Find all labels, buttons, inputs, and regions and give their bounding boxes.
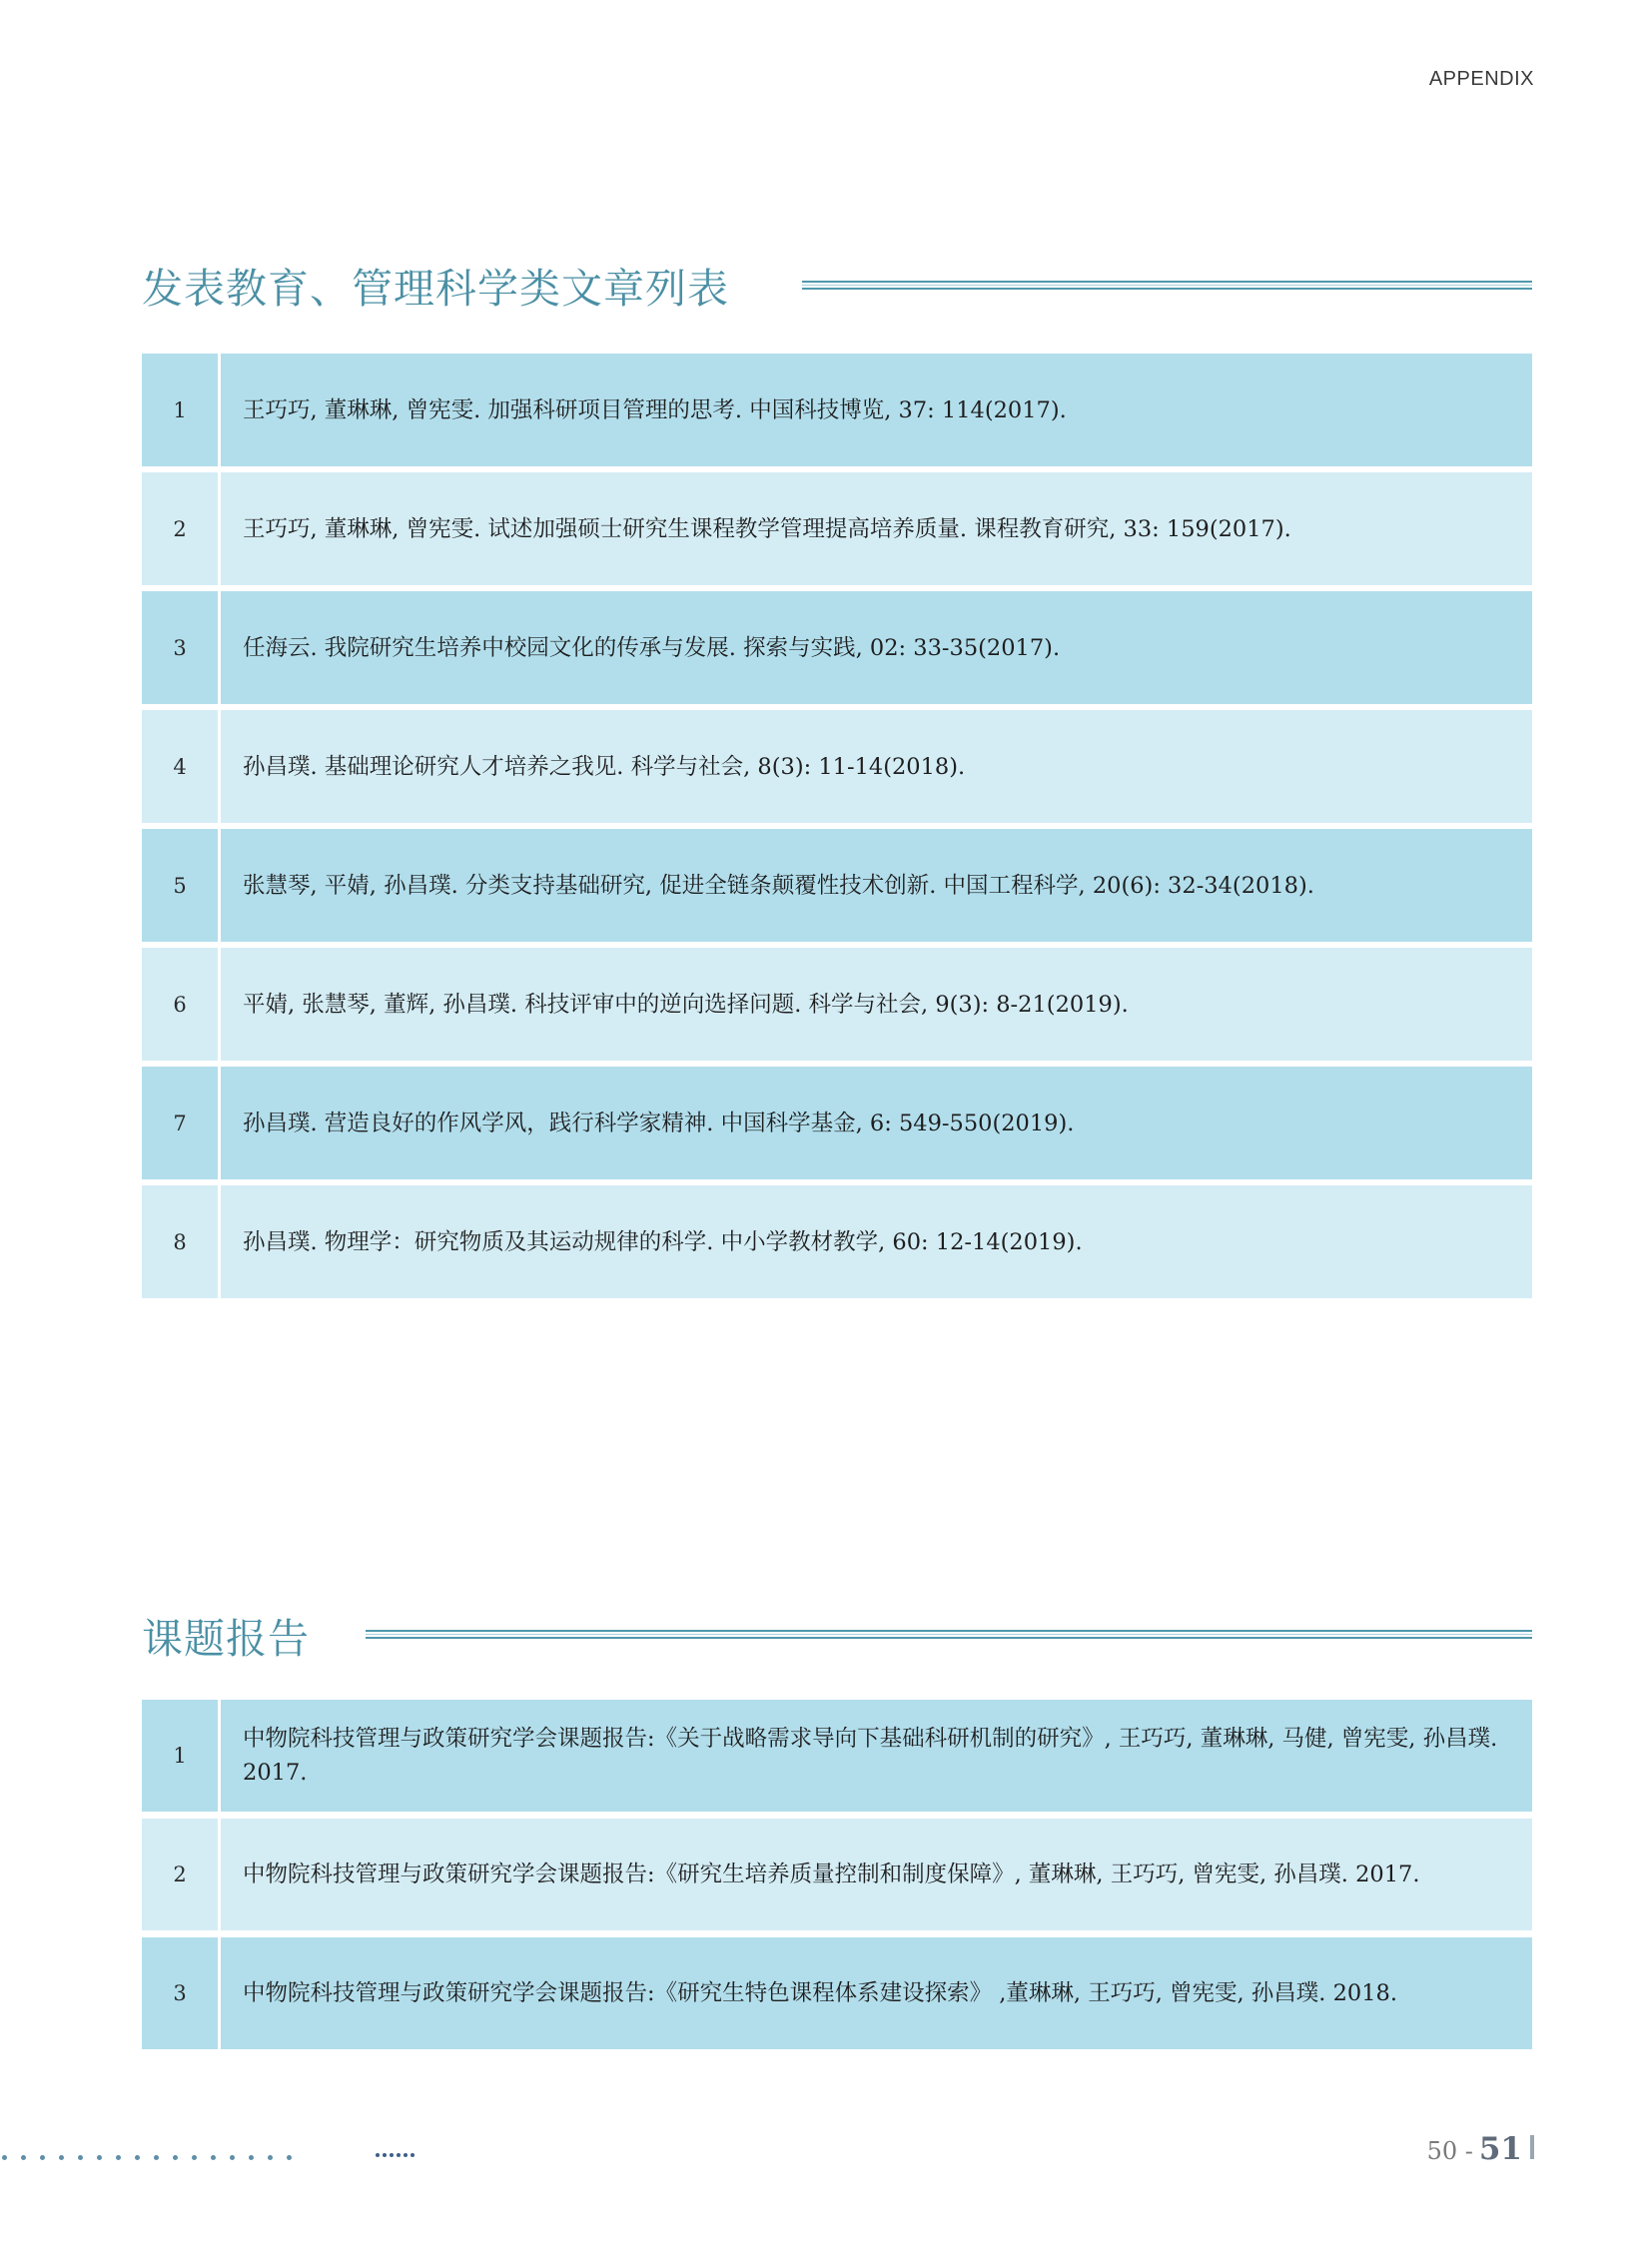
row-text: 中物院科技管理与政策研究学会课题报告:《研究生培养质量控制和制度保障》, 董琳琳, 王巧巧, 曾宪雯, 孙昌璞. 2017.	[243, 1862, 1420, 1887]
row-number: 8	[142, 1185, 221, 1298]
reports-title: 课题报告	[142, 1615, 310, 1663]
row-text: 中物院科技管理与政策研究学会课题报告:《关于战略需求导向下基础科研机制的研究》, 王巧巧, 董琳琳, 马健, 曾宪雯, 孙昌璞. 2017.	[243, 1726, 1498, 1786]
table-row	[142, 1067, 1532, 1179]
row-text: 孙昌璞. 物理学：研究物质及其运动规律的科学. 中小学教材教学, 60: 12-14(2019).	[243, 1228, 1083, 1255]
page-number-bar	[1530, 2135, 1534, 2159]
footer-dots	[2, 2153, 306, 2161]
reports-heading	[142, 1606, 310, 1665]
row-number: 1	[142, 354, 221, 466]
table-row	[142, 1700, 1532, 1812]
row-number: 3	[142, 591, 221, 704]
row-text: 王巧巧, 董琳琳, 曾宪雯. 加强科研项目管理的思考. 中国科技博览, 37: 114(2017).	[243, 396, 1067, 423]
page-number-left: 50 -	[1426, 2137, 1473, 2165]
reports-table	[142, 1700, 1532, 2056]
table-row	[142, 1819, 1532, 1930]
row-number: 3	[142, 1937, 221, 2049]
table-row	[142, 1185, 1532, 1298]
row-number: 2	[142, 472, 221, 585]
table-row	[142, 1937, 1532, 2049]
articles-heading-rule	[802, 281, 1532, 290]
row-text: 王巧巧, 董琳琳, 曾宪雯. 试述加强硕士研究生课程教学管理提高培养质量. 课程教育研究, 33: 159(2017).	[243, 515, 1291, 542]
row-text: 张慧琴, 平婧, 孙昌璞. 分类支持基础研究, 促进全链条颠覆性技术创新. 中国工程科学, 20(6): 32-34(2018).	[243, 872, 1314, 899]
footer-dots-small	[376, 2153, 417, 2157]
row-number: 4	[142, 710, 221, 823]
articles-title: 发表教育、管理科学类文章列表	[142, 265, 729, 313]
table-row	[142, 472, 1532, 585]
table-row	[142, 354, 1532, 466]
articles-heading	[142, 256, 729, 315]
table-row	[142, 829, 1532, 942]
table-row	[142, 948, 1532, 1061]
row-text: 孙昌璞. 营造良好的作风学风，践行科学家精神. 中国科学基金, 6: 549-550(2019).	[243, 1110, 1075, 1136]
row-text: 孙昌璞. 基础理论研究人才培养之我见. 科学与社会, 8(3): 11-14(2018).	[243, 753, 966, 780]
page-number-right: 51	[1478, 2131, 1522, 2167]
row-text: 任海云. 我院研究生培养中校园文化的传承与发展. 探索与实践, 02: 33-35(2017).	[243, 634, 1061, 661]
row-number: 1	[142, 1700, 221, 1812]
row-number: 6	[142, 948, 221, 1061]
table-row	[142, 591, 1532, 704]
row-text: 平婧, 张慧琴, 董辉, 孙昌璞. 科技评审中的逆向选择问题. 科学与社会, 9(3): 8-21(2019).	[243, 991, 1129, 1018]
row-number: 2	[142, 1819, 221, 1930]
row-number: 7	[142, 1067, 221, 1179]
articles-table	[142, 354, 1532, 1304]
page-number	[1427, 2131, 1534, 2167]
reports-heading-rule	[366, 1630, 1532, 1639]
row-text: 中物院科技管理与政策研究学会课题报告:《研究生特色课程体系建设探索》 ,董琳琳, 王巧巧, 曾宪雯, 孙昌璞. 2018.	[243, 1980, 1398, 2006]
table-row	[142, 710, 1532, 823]
row-number: 5	[142, 829, 221, 942]
appendix-label: APPENDIX	[1428, 68, 1534, 90]
